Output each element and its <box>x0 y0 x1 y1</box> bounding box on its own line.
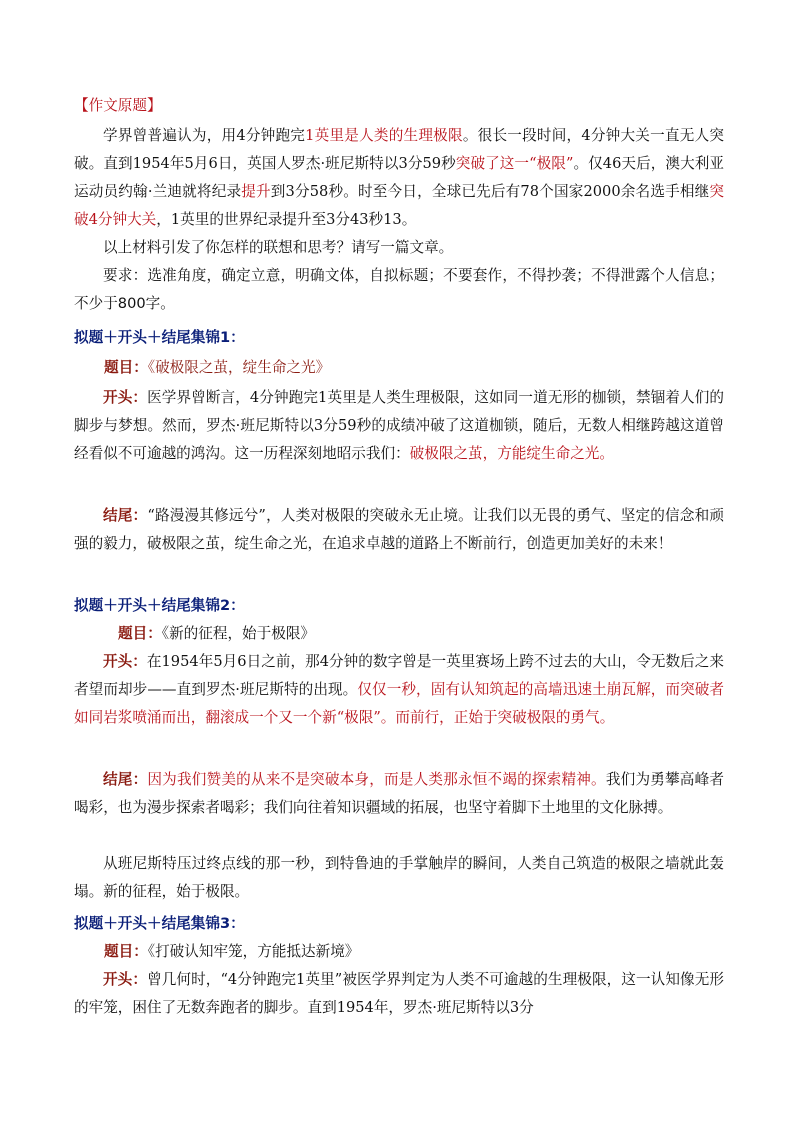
prompt-highlight: 提升 <box>241 183 271 200</box>
opening-label: 开头： <box>103 971 148 988</box>
section-title-line <box>104 938 724 966</box>
prompt-paragraph-2: 以上材料引发了你怎样的联想和思考？请写一篇文章。 <box>103 239 454 256</box>
prompt-text: ，1英里的世界纪录提升至3分43秒13。 <box>156 211 417 228</box>
title-label: 题目： <box>118 625 162 642</box>
ending-label: 结尾： <box>103 771 148 788</box>
prompt-text: 学界曾普遍认为，用4分钟跑完 <box>103 127 306 144</box>
prompt-text: 。很长一段时间，4分钟大关一直无人突破。直到1954年5月6日，英国人罗杰·班尼斯特以3分59秒 <box>74 127 724 172</box>
essay-title: 《破极限之茧，绽生命之光》 <box>147 359 331 376</box>
opening-highlight: 破极限之茧，方能绽生命之光。 <box>409 445 614 462</box>
ending-label: 结尾： <box>103 507 148 524</box>
ending-text: “路漫漫其修远兮”，人类对极限的突破永无止境。让我们以无畏的勇气、坚定的信念和顽强的毅力，破极限之茧，绽生命之光，在追求卓越的道路上不断前行，创造更加美好的未来！ <box>74 507 724 552</box>
section-extra-paragraph: 从班尼斯特压过终点线的那一秒，到特鲁迪的手掌触岸的瞬间，人类自己筑造的极限之墙就此轰塌。新的征程，始于极限。 <box>74 855 724 900</box>
prompt-paragraph-1 <box>74 122 724 234</box>
essay-title: 《打破认知牢笼，方能抵达新境》 <box>147 943 360 960</box>
prompt-highlight: 突破了这一“极限” <box>455 155 574 172</box>
ending-text: 我们为勇攀高峰者喝彩，也为漫步探索者喝彩；我们向往着知识疆域的拓展，也坚守着脚下土地里的文化脉搏。 <box>74 771 724 816</box>
section-opening <box>74 966 724 1022</box>
essay-title: 《新的征程，始于极限》 <box>161 625 316 642</box>
section-title-line <box>118 620 724 648</box>
opening-highlight: 仅仅一秒，固有认知筑起的高墙迅速土崩瓦解，而突破者如同岩浆喷涌而出，翻滚成一个又一个新“极限”。而前行，正始于突破极限的勇气。 <box>74 681 725 726</box>
opening-label: 开头： <box>103 653 147 670</box>
opening-text: 曾几何时，“4分钟跑完1英里”被医学界判定为人类不可逾越的生理极限，这一认知像无形的牢笼，困住了无数奔跑者的脚步。直到1954年，罗杰·班尼斯特以3分 <box>74 971 724 1016</box>
section-opening <box>74 648 724 732</box>
section-heading: 拟题＋开头＋结尾集锦3： <box>74 915 245 932</box>
prompt-paragraph-3: 要求：选准角度，确定立意，明确文体，自拟标题；不要套作，不得抄袭；不得泄露个人信息；不少于800字。 <box>74 267 724 312</box>
title-label: 题目： <box>104 943 148 960</box>
opening-label: 开头： <box>103 389 148 406</box>
section-ending <box>74 766 724 822</box>
prompt-text: 。仅46天后，澳大利亚运动员约翰·兰迪就将纪录 <box>74 155 724 200</box>
section-heading: 拟题＋开头＋结尾集锦2： <box>74 597 245 614</box>
prompt-label-line <box>74 92 724 120</box>
prompt-highlight: 1英里是人类的生理极限 <box>305 127 463 144</box>
title-label: 题目： <box>104 359 148 376</box>
section-heading: 拟题＋开头＋结尾集锦1： <box>74 329 245 346</box>
ending-highlight: 因为我们赞美的从来不是突破本身，而是人类那永恒不竭的探索精神。 <box>147 771 606 788</box>
prompt-label: 【作文原题】 <box>74 97 162 114</box>
section-opening <box>74 384 724 468</box>
opening-text: 在1954年5月6日之前，那4分钟的数字曾是一英里赛场上跨不过去的大山，令无数后之来者望而却步——直到罗杰·班尼斯特的出现。 <box>74 653 724 698</box>
opening-text: 医学界曾断言，4分钟跑完1英里是人类生理极限，这如同一道无形的枷锁，禁锢着人们的脚步与梦想。然而，罗杰·班尼斯特以3分59秒的成绩冲破了这道枷锁，随后，无数人相继跨越这道曾经看似不可逾越的鸿沟。这一历程深刻地昭示我们： <box>74 389 724 462</box>
prompt-text: 到3分58秒。时至今日，全球已先后有78个国家2000余名选手相继 <box>270 183 710 200</box>
section-title-line <box>104 354 724 382</box>
section-ending <box>74 502 724 558</box>
prompt-highlight: 突破4分钟大关 <box>74 183 724 228</box>
